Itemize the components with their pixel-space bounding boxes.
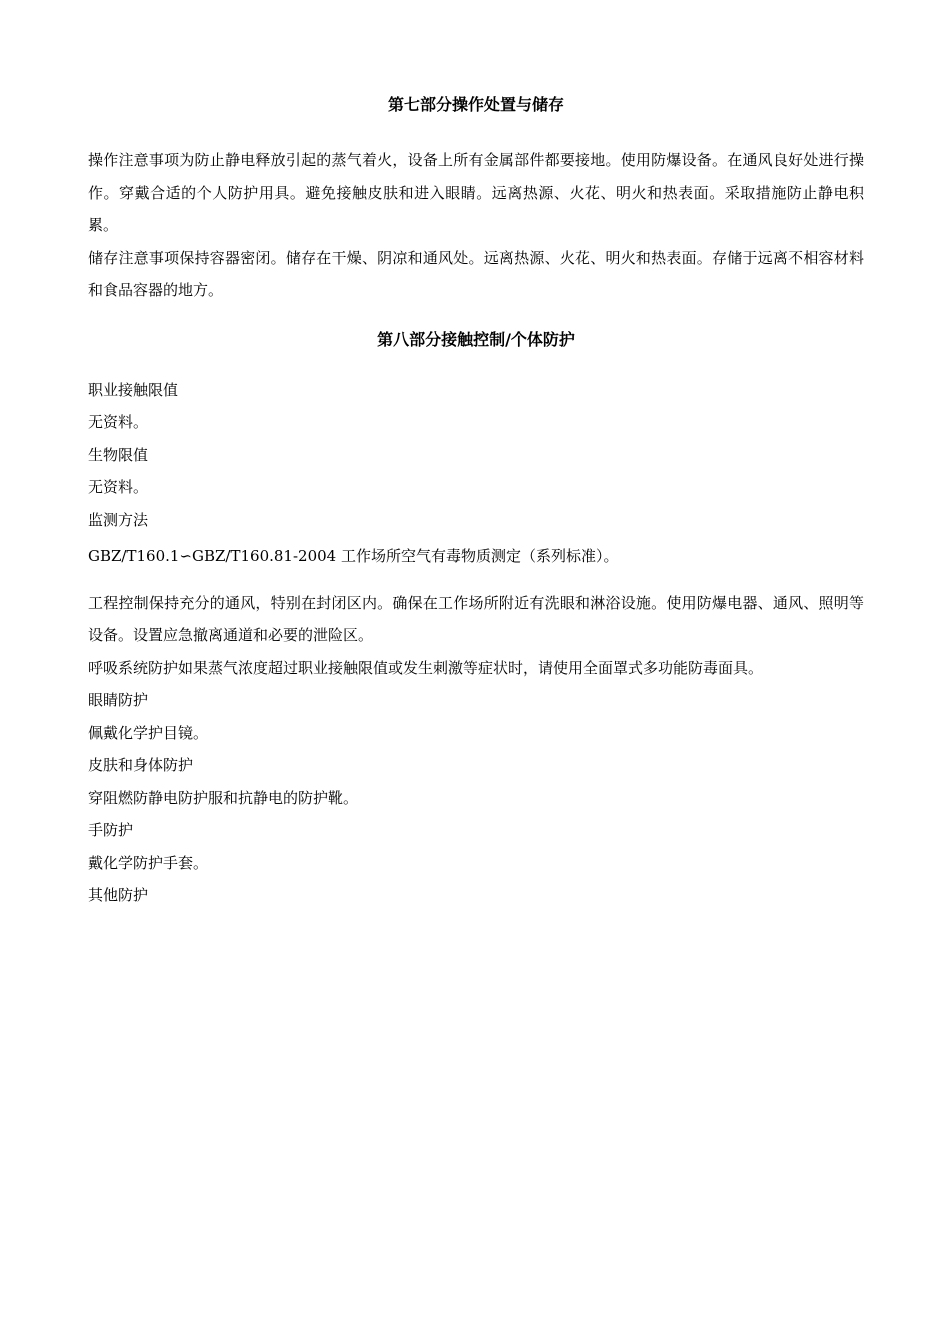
hand-protection-label: 手防护 <box>88 821 134 839</box>
eye-protection-label: 眼睛防护 <box>88 691 149 709</box>
section8-title: 第八部分接触控制/个体防护 <box>377 329 575 349</box>
eye-protection-value: 佩戴化学护目镜。 <box>88 723 209 742</box>
section7-title: 第七部分操作处置与储存 <box>387 95 564 114</box>
hand-protection-value: 戴化学防护手套。 <box>88 853 209 872</box>
oel-label: 职业接触限值 <box>88 380 179 399</box>
other-protection-label: 其他防护 <box>88 886 149 904</box>
skin-protection-value: 穿阻燃防静电防护服和抗静电的防护靴。 <box>88 788 359 807</box>
bio-limit-label: 生物限值 <box>88 445 149 464</box>
bio-limit-value: 无资料。 <box>88 478 149 496</box>
handling-precautions: 操作注意事项为防止静电释放引起的蒸气着火，设备上所有金属部件都要接地。使用防爆设备。在通风良好处进行操作。穿戴合适的个人防护用具。避免接触皮肤和进入眼睛。远离热源、火花、明火和热表面。采取措施防止静电积累。 <box>88 151 864 234</box>
storage-precautions: 储存注意事项保持容器密闭。储存在干燥、阴凉和通风处。远离热源、火花、明火和热表面。存储于远离不相容材料和食品容器的地方。 <box>88 248 864 299</box>
engineering-controls: 工程控制保持充分的通风，特别在封闭区内。确保在工作场所附近有洗眼和淋浴设施。使用防爆电器、通风、照明等设备。设置应急撤离通道和必要的泄险区。 <box>88 593 864 644</box>
monitoring-label: 监测方法 <box>88 510 149 529</box>
skin-protection-label: 皮肤和身体防护 <box>88 756 194 774</box>
document-page <box>88 0 864 912</box>
monitoring-value: GBZ/T160.1∽GBZ/T160.81-2004 工作场所空气有毒物质测定（系列标准）。 <box>88 547 619 565</box>
respiratory-protection: 呼吸系统防护如果蒸气浓度超过职业接触限值或发生刺激等症状时，请使用全面罩式多功能防毒面具。 <box>88 658 764 677</box>
oel-value: 无资料。 <box>88 413 149 431</box>
